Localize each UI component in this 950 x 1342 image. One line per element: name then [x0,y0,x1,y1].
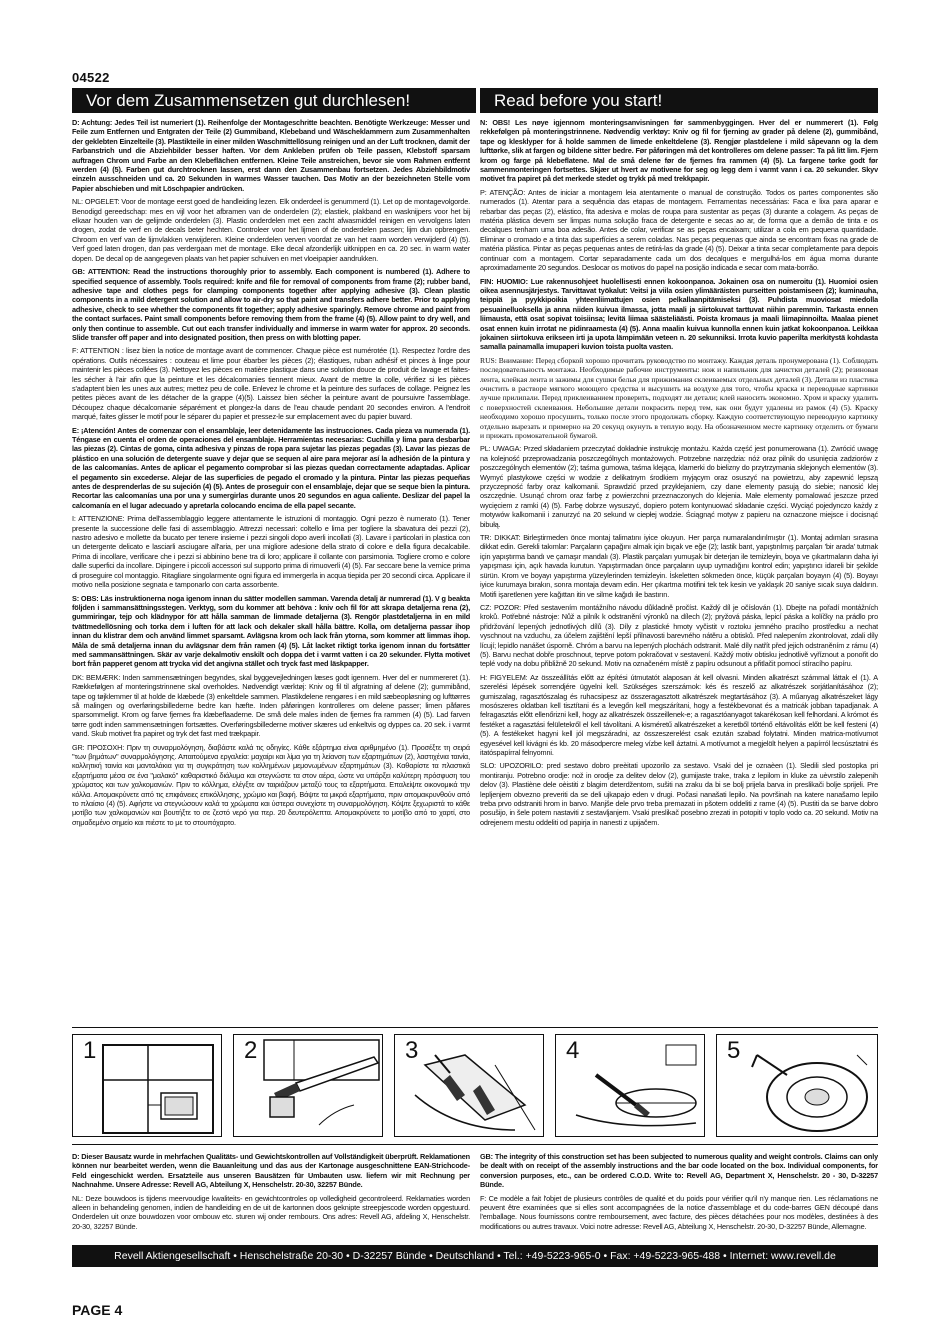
instruction-paragraph: NL: Deze bouwdoos is tijdens meervoudige kwaliteits- en gewichtcontroles op volledigheid gecontroleerd. Reklamaties worden alleen in behandeling genomen, indien de handleiding en de uit de kartonnen doos geknipte streepjescode worden opgestuurd. Onderdelen uit onze bouwdozen voor ombouw etc. sturen wij onder rembours. Ons adres: Revell AG, afdeling X, Henschelstr. 20-30, 32257 Bünde. [72,1193,470,1231]
figure-number: 1 [83,1037,97,1064]
instruction-paragraph: F: Ce modèle a fait l'objet de plusieurs contrôles de qualité et du poids pour vérifier qu'il n'y manque rien. Les réclamations ne peuvent être examinées que si elles sont accompagnées de la notice d'assemblage et du code-barres GEN découpé dans l'emballage. Nous fournissons contre remboursement, avec facture, des pièces détachées pour nos modèles, destinées à des modifications ou autres travaux. Voici notre adresse: Revell AG, Abteilung X, Henschelstr. 20-30, D-32257 Bünde, Allemagne. [480,1193,878,1231]
figure-number: 2 [244,1037,258,1064]
banner-english: Read before you start! [480,88,878,113]
instruction-paragraph: TR: DIKKAT: Birleştirmeden önce montaj talimatını iyice okuyun. Her parça numaralandırılmıştır (1). Montaj adımları sırasına dikkat edin. Gerekli takımlar: Parçaların çapağını almak için bıçak ve eğe (2); lastik bant, yapıştırılmış parçaları 'bir arada' tutmak için yapıştırma bandı ve çamaşır mandalı (3). Plastik parçaları yumuşak bir deterjan ile temizleyin, boya ve çıkartmaların daha iyi yapışması için, açık havada kurutun. Yapıştırmadan önce parçaların uyup uymadığını kontrol edin; yapıştırıcı idareli bir şekilde sürün. Krom ve boyayı yapıştırma yüzeylerinden temizleyin. İskeletten sökmeden önce, küçük parçaları boyayın (4) (5). Boyayı iyice kurumaya bırakın, sonra montaja devam edin. Her çıkartma motifini tek tek kesin ve yaklaşık 20 saniye sıcak suya daldırın. Motifi işaretlenen yere kağıttan itin ve silme kağıdı ile bastırın. [480,533,878,599]
page-number: PAGE 4 [72,1302,123,1318]
instruction-paragraph: P: ATENÇÃO: Antes de iniciar a montagem leia atentamente o manual de construção. Todos os partes componentes são numerados (1). Atentar para a sequência das etapas de montagem. Ferramentas necessárias: Faca e lixa para aparar e rebarbar das peças (2), elástico, fita adesiva e molas de roupa para sustentar as peças (3) durante a colagem. As peças de matéria plástica devem ser limpas numa solução fraca de detergente e secas ao ar, de forma que a demão de tinta e os decalques tenham uma boa adesão. Antes de colar, verificar se as peças encaixam; utilizar a cola em pequena quantidade. Eliminar o cromado e a tinta das superfícies a serem coladas. Nas peças pequenas que ainda se encontram fixas na grade de matéria plástica. Pintar as peças pequenas antes de retirá-las da grade (4) (5). Deixar a tinta secar completamente para depois continuar com a montagem. Cortar separadamente cada um dos decalques e mergulhá-los em água morna durante aproximadamente 20 segundos. Deslocar os motivos do papel na posição indicada e secar com mata-borrão. [480,187,878,273]
instructions-left-column [72,118,470,1023]
figure-4-painting [555,1034,705,1137]
figure-5-decal [716,1034,878,1137]
instruction-paragraph: GR: ΠΡΟΣΟΧΗ: Πριν τη συναρμολόγηση, διαβάστε καλά τις οδηγίες. Κάθε εξάρτημα είναι αριθμημένο (1). Προσέξτε τη σειρά "των βημάτων" συναρμολόγησης. Απαιτούμενα εργαλεία: μαχαίρι και λίμα για τη λείανση των εξαρτημάτων (2), λαστιχένια ταινία, κολλητική ταινία και μανταλάκια για τη συγκράτηση των κολλημένων μεμονωμένων εξαρτημάτων (3). Καθαρίστε τα πλαστικά εξαρτήματα μέσα σε ένα "μαλακό" καθαριστικό διάλυμα και στεγνώστε τα στον αέρα, ώστε να υπάρξει καλύτερη πρόσφυση του χρώματος και των χαλκομανιών. Πριν το κόλλημα, ελέγξτε αν ταιριάζουν μεταξύ τους τα εξαρτήματα. Επαλείψτε οικονομικά την κόλλα. Απομακρύνετε από τις επιφάνειες επικόλλησης, χρώμιο και βαφή. Βάψτε τα μικρά εξαρτήματα, πριν απομακρυνθούν από το πλαίσιο (4) (5). Αφήστε να στεγνώσουν καλά τα χρώματα και ύστερα συνεχίστε τη συναρμολόγηση. Κόψτε ξεχωριστά το κάθε μοτίβο των χαλκομανιών και βουτήξτε το σε ζεστό νερό για περ. 20 δευτερόλεπτα. Απομακρύνετε το μοτίβο από το χαρτί, στο σημαδεμένο σημείο και πιέστε το με το στουπόχαρτο. [72,742,470,827]
instruction-paragraph: PL: UWAGA: Przed składaniem przeczytać dokładnie instrukcję montażu. Każda część jest ponumerowana (1). Zwrócić uwagę na kolejność przeprowadzania poszczególnych montażowych. Potrzebne narzędzia: nóż oraz pilnik do usunięcia zadziorów z poszczególnych elementów (2); taśma gumowa, taśma klejąca, klamerki do bielizny do przytrzymania sklejonych elementów (3). Wymyć plastykowe części w wodzie z delikatnym środkiem myjącym oraz osuszyć na powietrzu, aby zapewnić lepszą przyczepność farby oraz kalkomanii. Sprawdzić przed przyklejaniem, czy dane elementy pasują do siebie; nanosić klej oszczędnie. Usunąć chrom oraz farbę z powierzchni przeznaczonych do klejenia. Małe elementy pomalować jeszcze przed wycięciem z ramki (4) (5). Farbę dobrze wysuszyć, dopiero potem kontynuować składanie części. Wyciąć pojedynczo każdy z motywów kalkomanii i zanurzyć na 20 sekund w ciepłej wodzie. Ściągnąć motyw z papieru na oznaczone miejsce i docisnąć bibułą. [480,444,878,529]
instruction-paragraph: DK: BEMÆRK: Inden sammensætningen begyndes, skal byggevejledningen læses godt igennem. Hver del er nummereret (1). Rækkefølgen af monteringstrinnene skal overholdes. Nødvendigt værktøj: Kniv og fil til afgratning af delene (2); gummibånd, tape og tøjklemmer til at holde de klæbede (3) enkeltdele sammen. Plastikdelene rengøres i en mild sæbeopløsning og lufttørres så malingen og overføringsbillederne bedre kan hæfte. Inden påføringen kontrolleres om delene passer; limen påføres sparsommeligt. Krom og farve fjernes fra klæbeflaaderne. De små dele males inden de fjernes fra rammen (4) (5). Lad farven tørre godt inden sammensætningen fortsættes. Overføringsbillederne motiver skæres ud enkeltvis og dyppes ca. 20 sek. i varmt vand. Skub motivet fra papiret og tryk det fast med trækpapir. [72,672,470,739]
instruction-paragraph: NL: OPGELET: Voor de montage eerst goed de handleiding lezen. Elk onderdeel is genummerd (1). Let op de montagevolgorde. Benodigd gereedschap: mes en vijl voor het afbramen van de onderdelen (2); elastiek, plakband en wasknijpers voor het bij elkaar houden van de gelijmde onderdelen (3). Plastic onderdelen met een zacht afwasmiddel reinigen en vervolgens laten drogen, zodat de verf en de decals beter hechten. Controleer voor het lijmen of de onderdelen passen; lijm dun opbrengen. Chroom en verf van de lijmvlakken verwijderen. Kleine onderdelen verven voordat ze van het raam worden verwijderd (4) (5). Verf goed laten drogen, dan pas verdergaan met de montage. Elke decal afzonderlijk uitknippen en ca. 20 sec. in warm water dopen. De decal op de aangegeven plaats van het papier schuiven en met vloeipapier aandrukken. [72,197,470,263]
document-code: 04522 [72,70,110,85]
claims-notice-left [72,1152,470,1240]
figure-number: 3 [405,1037,419,1064]
figure-2-knife-and-file [233,1034,383,1137]
instruction-paragraph: S: OBS: Läs instruktionerna noga igenom innan du sätter modellen samman. Varenda detalj är numrerad (1). V g beakta följden i sammansättningsstegen. Verktyg, som du kommer att behöva : kniv och fil för att skrapa detaljerna rena (2), gummiringar, tejp och klädnypor för att hålla samman de limmade detaljerna (3). Rengör plastdetaljerna in en mild tvättmedellösning och torka dem i luften för att lack och dekaler skall hålla bättre. Kolla, om detaljerna passar ihop innan du klistrar dem och använd limmet sparsamt. Avlägsna krom och lack från ytorna, som kommer att limmas ihop. Måla de små detaljerna innan du avlägsnar dem från ramen (4) (5). Låt lacket riktigt torka igenom innan du fortsätter med sammansättningen. Skär av varje dekalmotiv enskilt och doppa det i varmt vatten i ca 20 sekunder. Flytta motivet bort från papperet genom att trycka vid det angivna stället och tryck fast med läskpapper. [72,593,470,669]
instruction-paragraph: D: Achtung: Jedes Teil ist numeriert (1). Reihenfolge der Montageschritte beachten. Benötigte Werkzeuge: Messer und Feile zum Entfernen und Entgraten der Teile (2) Gummiband, Klebeband und Wäscheklammern zum Zusammenhalten der geklebten Einzelteile (3). Plastikteile in einer milden Waschmittellösung reinigen und an der Luft trocknen, damit der Farbanstrich und die Abziehbilder besser haften. Vor dem Ankleben prüfen ob Teile passen, Klebstoff sparsam auftragen Chrom und Farbe an den Klebeflächen entfernen. Kleine Teile anstreichen, bevor sie vom Rahmen entfernt werden (4) (5). Farben gut durchtrocknen lassen, erst dann den Zusammenbau fortsetzen. Jedes Abziehbildmotiv einzeln ausschneiden und ca. 20 Sekunden in warmes Wasser tauchen. Das Motiv an der bezeichneten Stelle vom Papier abschieben und mit Löschpapier andrücken. [72,118,470,193]
figure-number: 4 [566,1037,580,1064]
banner-german: Vor dem Zusammensetzen gut durchlesen! [72,88,476,113]
instruction-paragraph: F: ATTENTION : lisez bien la notice de montage avant de commencer. Chaque pièce est numérotée (1). Respectez l'ordre des opérations. Outils nécessaires : couteau et lime pour ébarber les pièces (2); élastiques, ruban adhésif et pinces à linge pour maintenir les pièces collées (3). Nettoyez les pièces en matière plastique dans une solution douce de produit de lavage et faites-les sécher à l'air afin que la peinture et les décalcomanies tiennent mieux. Avant de mettre la colle, vérifiez si les pièces s'adaptent bien les unes aux autres; mettez peu de colle. Enlevez le chrome et la peinture des surfaces de collage. Peignez les petites pièces avant de les détacher de la grappe (4)(5). Laissez bien sécher la peinture avant de poursuivre l'assemblage. Découpez chaque décalcomanie séparément et plongez-la dans de l'eau chaude pendant 20 secondes environ. A l'endroit marqué, faites glisser le motif pour le séparer du papier et pressez-le sur emplacement avec du papier buvard. [72,346,470,422]
claims-notice-right [480,1152,878,1240]
figure-number: 5 [727,1037,741,1064]
instruction-paragraph: D: Dieser Bausatz wurde in mehrfachen Qualitäts- und Gewichtskontrollen auf Vollständigkeit überprüft. Reklamationen können nur bearbeitet werden, wenn die Bauanleitung und das aus der Kartonage ausgeschnittene EAN-Strichcode-Feld eingeschickt werden. Ersatzteile aus unseren Bausätzen für Umbauten usw. liefern wir mit Rechnung per Nachnahme. Unsere Adresse: Revell AG, Abteilung X, Henschelstr. 20-30, 32257 Bünde. [72,1152,470,1190]
instruction-paragraph: N: OBS! Les nøye igjennom monteringsanvisningen før sammenbyggingen. Hver del er nummerert (1). Følg rekkefølgen på monteringstrinnene. Nødvendig verktøy: Kniv og fil for fjerning av grader på delene (2), gummibånd, tape og klesklyper for å holde sammen de limede enkeltdelene (3). Rengjør plastdelene i mild såpevann og la dem lufttørke, slik at fargen og bildene sitter bedre. Før påføringen må det kontrolleres om delene passer: Ta på litt lim. Fjern krom og farge på klebeflatene. Mal de små delene før de fjernes fra rammen (4) (5). La fargene tørke godt før sammenmonteringen fortsettes. Skjær ut hvert av motivene for seg og legg dem i varmt vann i ca. 20 sekunder. Skyv motivet fra papiret på det merkede stedet og trykk på med trekkpapir. [480,118,878,184]
instruction-paragraph: SLO: UPOZORILO: pred sestavo dobro preèitati upozorilo za sestavo. Vsaki del je oznaèen (1). Sledili sled postopka pri montiranju. Potrebno orodje: nož in orodje za delitev delov (2), gumijaste trake, traka z lepilom in kluke za uèvrstilo zalepenih delov (3). Plastiène dele oèistiti z blagim deterdžentom, sušiti na zraku da bi se bolj prijela barva in preslikači bolje sprijeli. Pre lepljenjem obvezno preveriti da se deli ujkapajo eden v drugi. Počasi nanašati lepilo. Na površinah na katere nanašamo lepilo treba prvo odstraniti hrom in barvo. Manjše dele prvo treba premazati in pšotem oddeliti z rame (4) (5). Pustiti da se barve dobro posušijo, in šele potem nastaviti z sestavljanjem. Vsaki preslikač posebno zrezati in potopiti v toplo vodo ca. 20 sekund. Motiv na odrejenem mestu oddeliti od papirja in nanesti z upijačem. [480,761,878,827]
instruction-paragraph: FIN: HUOMIO: Lue rakennusohjeet huolellisesti ennen kokoonpanoa. Jokainen osa on numeroitu (1). Huomioi osien oikea asennusjärjestys. Tarvittavat työkalut: Veitsi ja viila osien ylimääräisten purseitten poistamiseen (2); kuminauha, teippiä ja pyykkipoikia yhteenliimattujen osien pelkallaanpitämiseksi (3). Puhdista muoviosat miedolla pesuainelluoksella ja anna niiden kuivua ilmassa, jotta maali ja siirtokuvat tarttuvat niihin paremmin. Tarkasta ennen liimausta, että osat sopivat toisiinsa; levitä liimaa säästeliäästi. Poista kromaus ja maali liimapinnoilta. Maalaa pienet osat ennen kuin irrotat ne pidinraamesta (4) (5). Anna maalin kuivua kunnolla ennen kuin jatkat kokoonpanoa. Leikkaa jokainen siirtokuva erikseen irti ja upota lämpimään veteen n. 20 sekunniksi. Irrota kuvio paperilta merkitystä kohdasta samalla painamalla imupaperi kuvion toista puolta vasten. [480,276,878,352]
instructions-right-column [480,118,878,1023]
company-address-bar: Revell Aktiengesellschaft • Henschelstraße 20-30 • D-32257 Bünde • Deutschland • Tel.: +49-5223-965-0 • Fax: +49-5223-965-488 • Internet: www.revell.de [72,1245,878,1267]
instruction-paragraph: GB: The integrity of this construction set has been subjected to numerous quality and weight controls. Claims can only be dealt with on receipt of the assembly instructions and the bar code located on the box. Individual components, for conversion purposes, etc., can be ordered C.O.D. Write to: Revell AG, Department X, Henschelstr. 20 - 30, D-32257 Bünde. [480,1152,878,1190]
instruction-paragraph: I: ATTENZIONE: Prima dell'assemblaggio leggere attentamente le istruzioni di montaggio. Ogni pezzo è numerato (1). Tener presente la successione delle fasi di assemblaggio. Attrezzi necessari: coltello e lima per togliere la sbavatura dei pezzi (2), nastro adesivo e mollette da bucato per tenere insieme i pezzi singoli dopo averli incollati (3). Lavare i particolari in plastica con un detergente delicato e lasciarli asciugare all'aria, per una migliore adesione della strato di colore e della figura decalcabile. Prima di incollare, verificare che i pezzi si abbinino bene tra di loro; applicare il collante con parsimonia. Togliere cromo e colore dalle superfici da incollare. Dipingere i piccoli accessori sul supporto prima di rimuoverli (4) (5). Far seccare bene la vernice prima di proseguire col montaggio. Ritagliare singolarmente ogni figura ed immergerla in acqua tiepida per 20 secondi circa. Applicare il motivo nella posizione segnata e tamponarlo con carta assorbente. [72,514,470,590]
instruction-paragraph: GB: ATTENTION: Read the instructions thoroughly prior to assembly. Each component is numbered (1). Adhere to specified sequence of assembly. Tools required: knife and file for removal of components from frame (2); rubber band, adhesive tape and clothes pegs for clamping components together after applying adhesive (3). Clean plastic components in a mild detergent solution and allow to air-dry so that paint and transfers adhere better. Prior to applying adhesive, check to see whether the components fit together; apply adhesive sparingly. Remove chrome and paint from the contact surfaces. Paint small components before removing them from the frame (4) (5). Allow paint to dry well, and only then continue to assemble. Cut out each transfer individually and immerse in warm water for approx. 20 seconds. Slide transfer off paper and into designated position, then press on with blotting paper. [72,267,470,342]
instruction-paragraph: E: ¡Atención! Antes de comenzar con el ensamblaje, leer detenidamente las instrucciones. Cada pieza va numerada (1). Téngase en cuenta el orden de operaciones del ensamblaje. Herramientas necesarias: Cuchilla y lima para desbarbar las piezas (2). Cintas de goma, cinta adhesiva y pinzas de ropa para sujetar las piezas pegadas (3). Lavar las piezas de plástico en una solución de detergente suave y dejar que se sequen al aire para mejorar así la adhesión de la pintura y de las calcomanías. Antes de aplicar el pegamento comprobar si las piezas quedan correctamente adaptadas. Aplicar el pegamento sin excederse. Alejar de las superficies de pegado el cromado y la pintura. Pintar las piezas pequeñas antes de desprenderlas de su sujeción (4) (5). Antes de proseguir con el ensamblaje, dejar que se seque bien la pintura. Recortar las calcomanías una por una y sumergirlas durante unos 20 segundos en agua caliente. Deslizar del papel la calcomanía en el lugar adecuado y apretarla colocando encima de ella papel secante. [72,425,470,510]
divider [72,1027,878,1028]
figure-3-clamping [394,1034,544,1137]
instruction-paragraph: H: FIGYELEM: Az összeállítás előtt az építési útmutatót alaposan át kell olvasni. Minden alkatrészt számmal láttak el (1). A szerelési lépések sorrendjére ügyelni kell. Szükséges szerszámok: kés és reszelő az alkatrészek sorjátlanításához (2); gumiszalag, ragasztószalag és ruhacsipesz az összeragasztott alkatrészek megtartásához (3). A műanyag alkatrészeket lágy mosószeres oldatban kell tisztítani és a levegőn kell megszárítani, hogy a festékbevonat és a matricák jobban tapadjanak. A felragasztás előtt ellenőrizni kell, hogy az alkatrészek összeillenek-e; a ragasztóanyagot takarékosan kell felhordani. A krómot és festéket a ragasztási felületekről el kell távolítani. A kisméretű alkatrészeket a keretből történő eltávolítás előtt be kell festeni (4) (5). A festékeket hagyni kell jól megszáradni, az összeszerelést csak ezután szabad folytatni. Minden matrica-motívumot egyesével kell kivágni és kb. 20 másodpercre meleg vízbe kell áztatni. A motívumot a megjelölt helyen a papírról lecsúsztatni és itatóspapírral felnyomni. [480,672,878,757]
instruction-paragraph: CZ: POZOR: Před sestavením montážního návodu důkladně pročíst. Každý díl je očíslován (1). Dbejte na pořadí montážních kroků. Potřebné nástroje: Nůž a pilník k odstranění výronků na dílech (2); pryžová páska, lepicí páska a kolíčky na prádlo pro přidržování lepených jednotlivých dílů (3). Díly z plastické hmoty vyčistit v roztoku jemného pracího prostředku a nechat vyschnout na vzduchu, za účelem zajištění lepší přilnavosti barevného nátěru a obtisků. Před nalepením zkontrolovat, zdali díly lícují; lepidlo nanášet úsporně. Chróm a barvu na lepených plochách odstranit. Malé díly natřít před jejich odstraněním z rámu (4) (5). Barvu nechat dobře proschnout, teprve potom pokračovat v sestavení. Každý motiv obtisku jednotlivě vyříznout a ponořit do teplé vody na dobu přibližně 20 sekund. Motiv na označeném místě z papíru odsunout a přitlačit pomocí stíracího papíru. [480,602,878,669]
instruction-paragraph: RUS: Внимание: Перед сборкой хорошо прочитать руководство по монтажу. Каждая деталь пронумерована (1). Соблюдать последовательность монтажа. Необходимые рабочие инструменты: нож и напильник для зачистки деталей (2); резиновая лента, клейкая лента и зажимы для сушки белья для прижимания склеиваемых отдельных деталей (3). Детали из пластика очистить в растворе мягкого моющего средства и высушить на воздухе для того, чтобы краска и переводные картинки лучше прилипали. Перед приклеиванием проверить, подходят ли детали; клей наносить экономно. Хром и краску удалить с поверхностей склеивания. Небольшие детали покрасить перед тем, как они будут удалены из рамок (4) (5). Краску необходимо хорошо просушить, только после этого продолжать сборку. Каждую соответствующую переводную картинку отдельно вырезать и примерно на 20 секунд окунуть в теплую воду. На обозначенном месте картинку отделить от бумаги и прижать промокательной бумагой. [480,355,878,440]
figure-1-parts-frame [72,1034,222,1137]
divider [72,1144,878,1145]
